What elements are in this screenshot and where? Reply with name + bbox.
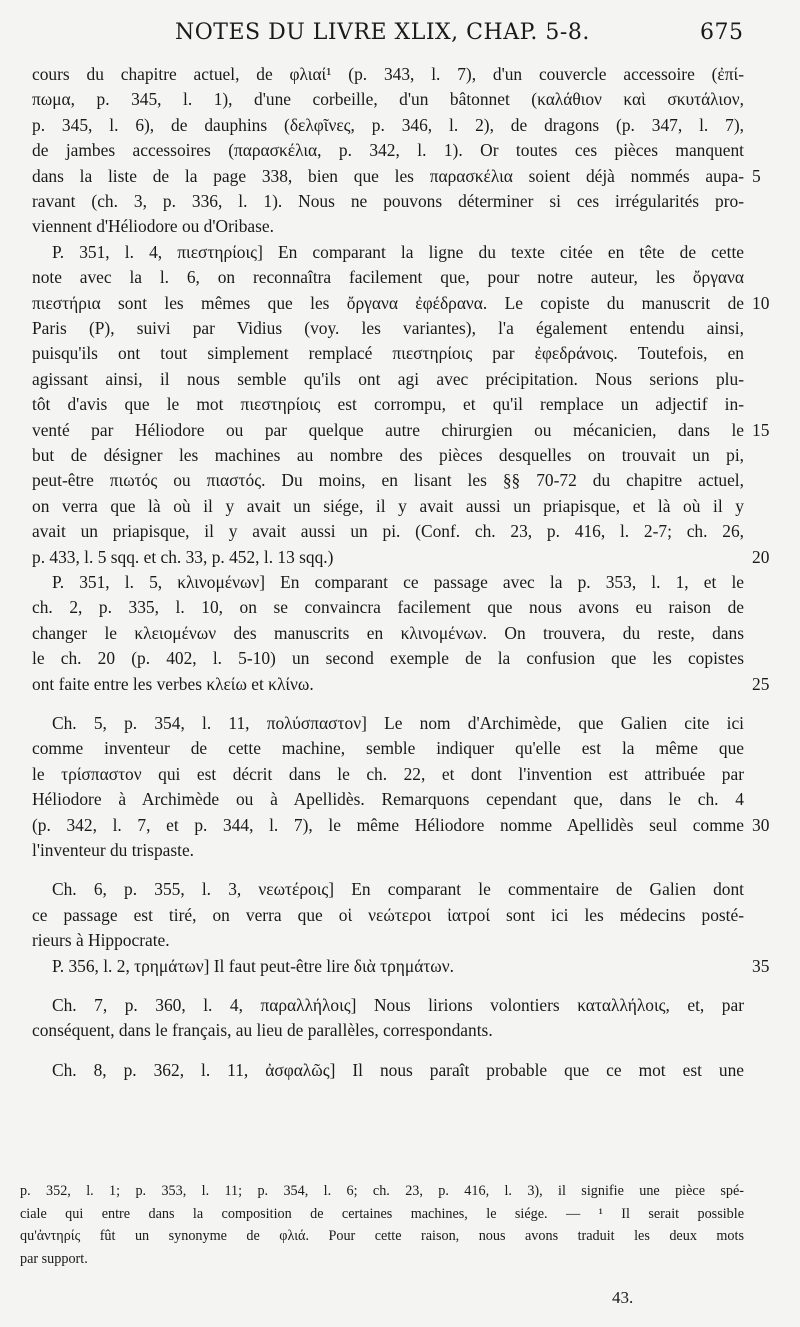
line-number: 30: [752, 814, 770, 835]
text-line: note avec la l. 6, on reconnaîtra facilement que, pour notre auteur, les ὄργανα: [32, 267, 744, 288]
text-line: P. 356, l. 2, τρημάτων] Il faut peut-être lire διὰ τρημάτων.: [52, 955, 454, 976]
text-line: on verra que là où il y avait un siége, il y avait aussi un priapisque, et là où il y: [32, 495, 744, 516]
page-number: 675: [700, 20, 744, 45]
signature-mark: 43.: [612, 1288, 634, 1307]
text-line: le ch. 20 (p. 402, l. 5-10) un second exemple de la confusion que les copistes: [32, 648, 744, 669]
text-line: P. 351, l. 5, κλινομένων] En comparant ce passage avec la p. 353, l. 1, et le: [52, 572, 744, 592]
line-number: 15: [752, 419, 770, 440]
text-line: Paris (P), suivi par Vidius (voy. les variantes), l'a également entendu ainsi,: [32, 318, 744, 338]
text-line: Ch. 8, p. 362, l. 11, ἀσφαλῶς] Il nous paraît probable que ce mot est une: [52, 1059, 744, 1080]
running-title: NOTES DU LIVRE XLIX, CHAP. 5-8.: [175, 20, 590, 45]
line-number: 5: [752, 165, 761, 186]
text-line: peut-être πιωτός ou πιαστός. Du moins, en lisant les §§ 70-72 du chapitre actuel,: [32, 470, 744, 491]
text-line: cours du chapitre actuel, de φλιαί¹ (p. 343, l. 7), d'un couvercle accessoire (ἐπί-: [32, 64, 744, 84]
text-line: Ch. 7, p. 360, l. 4, παραλλήλοις] Nous lirions volontiers καταλλήλοις, et, par: [52, 995, 744, 1015]
footnote-line: ciale qui entre dans la composition de certaines machines, le siége. — ¹ Il serait possible: [20, 1205, 744, 1222]
text-line: dans la liste de la page 338, bien que les παρασκέλια soient déjà nommés aupa-: [32, 165, 744, 186]
text-line: le τρίσπαστον qui est décrit dans le ch. 22, et dont l'invention est attribuée par: [32, 763, 744, 784]
running-header: [0, 14, 800, 54]
text-line: Ch. 5, p. 354, l. 11, πολύσπαστον] Le nom d'Archimède, que Galien cite ici: [52, 713, 744, 733]
text-line: ont faite entre les verbes κλείω et κλίνω.: [32, 673, 314, 694]
line-number: 25: [752, 673, 770, 694]
text-line: ravant (ch. 3, p. 336, l. 1). Nous ne pouvons déterminer si ces irrégularités pro-: [32, 191, 744, 211]
text-line: ch. 2, p. 335, l. 10, on se convaincra facilement que nous avons eu raison de: [32, 597, 744, 618]
text-line: Ch. 6, p. 355, l. 3, νεωτέροις] En comparant le commentaire de Galien dont: [52, 879, 744, 900]
text-line: πιεστήρια sont les mêmes que les ὄργανα ἐφέδρανα. Le copiste du manuscrit de: [32, 292, 744, 313]
text-line: venté par Héliodore ou par quelque autre chirurgien ou mécanicien, dans le: [32, 419, 744, 440]
text-line: ce passage est tiré, on verra que οἱ νεώτεροι ἰατροί sont ici les médecins posté-: [32, 904, 744, 925]
text-line: conséquent, dans le français, au lieu de parallèles, correspondants.: [32, 1020, 493, 1041]
text-line: tôt d'avis que le mot πιεστηρίοις est corrompu, et qu'il remplace un adjectif in-: [32, 394, 744, 415]
text-line: rieurs à Hippocrate.: [32, 930, 170, 951]
footnote-line: p. 352, l. 1; p. 353, l. 11; p. 354, l. 6; ch. 23, p. 416, l. 3), il signifie une pièce spé-: [20, 1183, 744, 1199]
line-number: 10: [752, 292, 770, 313]
text-line: comme inventeur de cette machine, semble indiquer qu'elle est la même que: [32, 738, 744, 759]
text-line: changer le κλειομένων des manuscrits en κλινομένων. On trouvera, du reste, dans: [32, 622, 744, 643]
text-line: Héliodore à Archimède ou à Apellidès. Remarquons cependant que, dans le ch. 4: [32, 789, 744, 810]
text-line: P. 351, l. 4, πιεστηρίοις] En comparant la ligne du texte citée en tête de cette: [52, 241, 744, 262]
footnote-line: par support.: [20, 1250, 88, 1267]
line-number: 20: [752, 546, 770, 567]
text-line: p. 345, l. 6), de dauphins (δελφῖνες, p. 346, l. 2), de dragons (p. 347, l. 7),: [32, 114, 744, 135]
line-number: 35: [752, 955, 770, 976]
text-line: puisqu'ils ont tout simplement remplacé πιεστηρίοις par ἐφεδράνοις. Toutefois, en: [32, 343, 744, 364]
text-line: p. 433, l. 5 sqq. et ch. 33, p. 452, l. 13 sqq.): [32, 546, 334, 567]
text-line: de jambes accessoires (παρασκέλια, p. 342, l. 1). Or toutes ces pièces manquent: [32, 140, 744, 161]
text-line: πωμα, p. 345, l. 1), d'une corbeille, d'un bâtonnet (καλάθιον καὶ σκυτάλιον,: [32, 89, 744, 110]
text-line: agissant ainsi, il nous semble qu'ils ont agi avec précipitation. Nous serions plu-: [32, 368, 744, 389]
text-line: viennent d'Héliodore ou d'Oribase.: [32, 216, 274, 237]
text-line: l'inventeur du trispaste.: [32, 840, 195, 860]
text-line: (p. 342, l. 7, et p. 344, l. 7), le même Héliodore nomme Apellidès seul comme: [32, 814, 744, 835]
text-line: avait un priapisque, il y avait aussi un pi. (Conf. ch. 23, p. 416, l. 2-7; ch. 26,: [32, 521, 744, 542]
footnote-line: qu'ἀντηρίς fût un synonyme de φλιά. Pour cette raison, nous avons traduit les deux mots: [20, 1228, 744, 1244]
text-line: but de désigner les machines au nombre des pièces desquelles on trouvait un pi,: [32, 445, 744, 465]
